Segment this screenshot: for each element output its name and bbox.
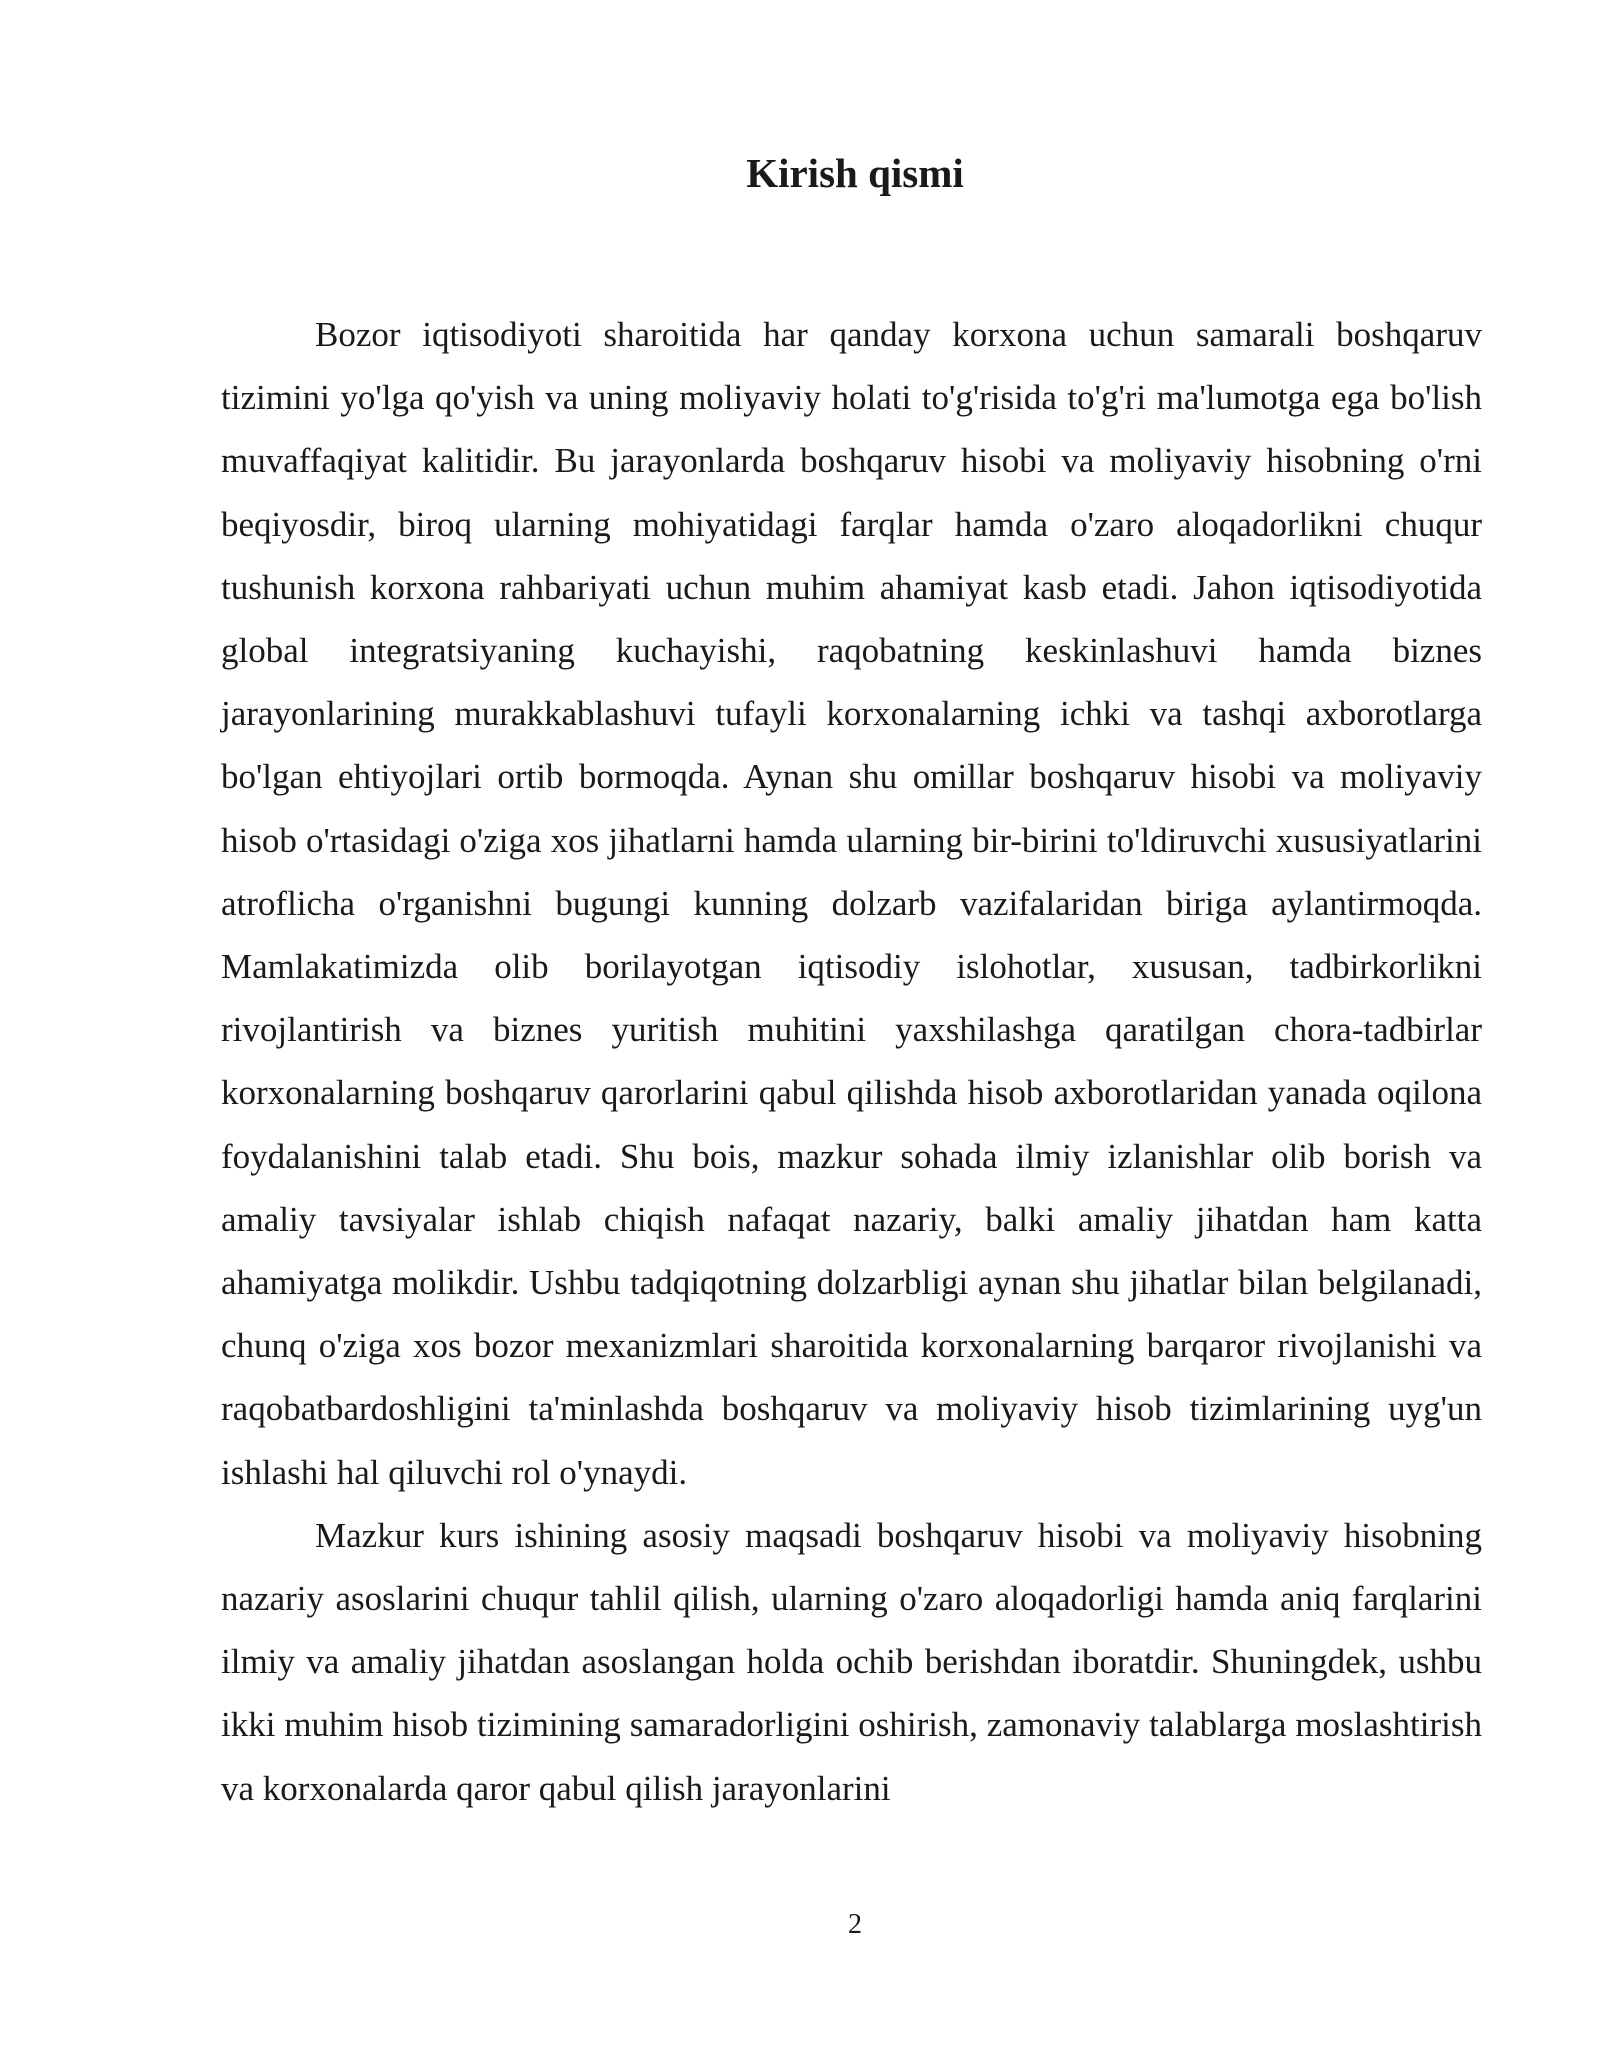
page-number: 2 [848,1909,862,1940]
paragraph-intro: Bozor iqtisodiyoti sharoitida har qanday korxona uchun samarali boshqaruv tizimini yo'lga qo'yish va uning moliyaviy holati to'g'risida to'g'ri ma'lumotga ega bo'lish muvaffaqiyat kalitidir. Bu jarayonlarda boshqaruv hisobi va moliyaviy hisobning o'rni beqiyosdir, biroq ularning mohiyatidagi farqlar hamda o'zaro aloqadorlikni chuqur tushunish korxona rahbariyati uchun muhim ahamiyat kasb etadi. Jahon iqtisodiyotida global integratsiyaning kuchayishi, raqobatning keskinlashuvi hamda biznes jarayonlarining murakkablashuvi tufayli korxonalarning ichki va tashqi axborotlarga bo'lgan ehtiyojlari ortib bormoqda. Aynan shu omillar boshqaruv hisobi va moliyaviy hisob o'rtasidagi o'ziga xos jihatlarni hamda ularning bir-birini to'ldiruvchi xususiyatlarini atroflicha o'rganishni bugungi kunning dolzarb vazifalaridan biriga aylantirmoqda. Mamlakatimizda olib borilayotgan iqtisodiy islohotlar, xususan, tadbirkorlikni rivojlantirish va biznes yuritish muhitini yaxshilashga qaratilgan chora-tadbirlar korxonalarning boshqaruv qarorlarini qabul qilishda hisob axborotlaridan yanada oqilona foydalanishini talab etadi. Shu bois, mazkur sohada ilmiy izlanishlar olib borish va amaliy tavsiyalar ishlab chiqish nafaqat nazariy, balki amaliy jihatdan ham katta ahamiyatga molikdir. Ushbu tadqiqotning dolzarbligi aynan shu jihatlar bilan belgilanadi, chunq o'ziga xos bozor mexanizmlari sharoitida korxonalarning barqaror rivojlanishi va raqobatbardoshligini ta'minlashda boshqaruv va moliyaviy hisob tizimlarining uyg'un ishlashi hal qiluvchi rol o'ynaydi. [221,315,1482,1492]
paragraph-goal: Mazkur kurs ishining asosiy maqsadi boshqaruv hisobi va moliyaviy hisobning nazariy asoslarini chuqur tahlil qilish, ularning o'zaro aloqadorligi hamda aniq farqlarini ilmiy va amaliy jihatdan asoslangan holda ochib berishdan iboratdir. Shuningdek, ushbu ikki muhim hisob tizimining samaradorligini oshirish, zamonaviy talablarga moslashtirish va korxonalarda qaror qabul qilish jarayonlarini [221,1515,1482,1808]
body-text [221,303,1482,1820]
page-title: Kirish qismi [746,150,964,196]
